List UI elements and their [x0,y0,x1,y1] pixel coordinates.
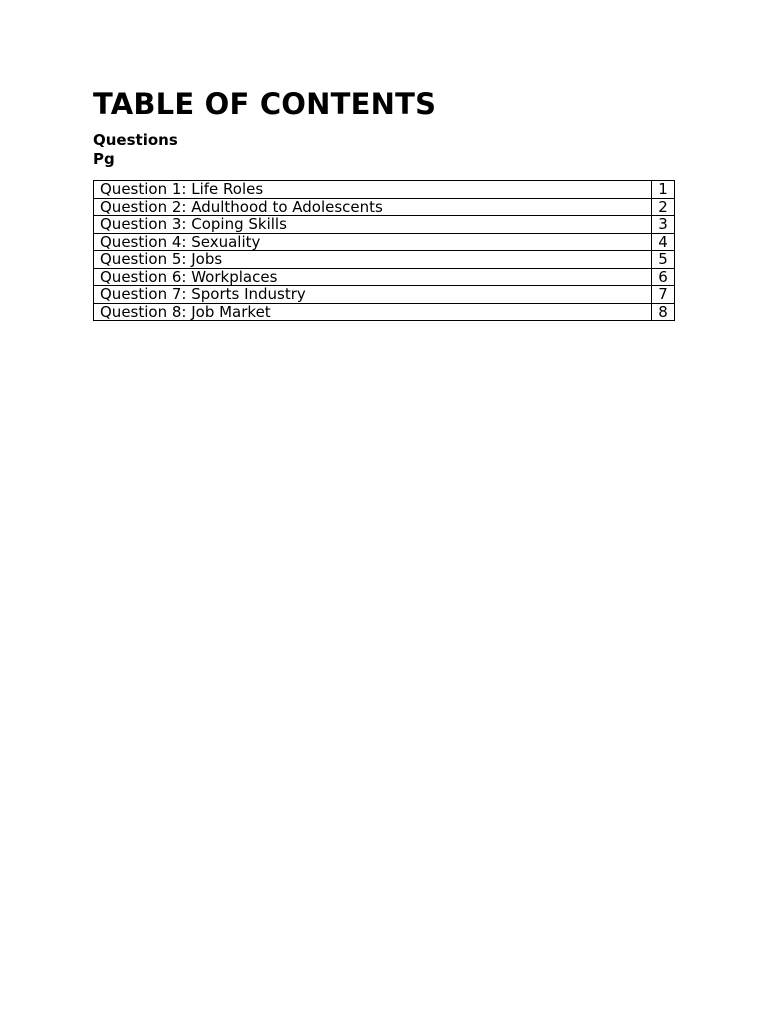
page-number-header: Pg [93,150,115,168]
column-headers [93,131,675,169]
toc-page-cell: 2 [652,198,675,216]
page-title: TABLE OF CONTENTS [93,87,437,121]
toc-question-cell: Question 6: Workplaces [94,268,652,286]
toc-page-cell: 4 [652,233,675,251]
questions-header: Questions [93,131,178,149]
toc-page-cell: 3 [652,216,675,234]
table-row [94,286,675,304]
toc-page-cell: 5 [652,251,675,269]
toc-question-cell: Question 1: Life Roles [94,181,652,199]
toc-page-cell: 6 [652,268,675,286]
toc-page-cell: 8 [652,303,675,321]
table-row [94,268,675,286]
table-row [94,216,675,234]
table-row [94,303,675,321]
table-row [94,251,675,269]
toc-question-cell: Question 8: Job Market [94,303,652,321]
document-page [93,84,675,321]
toc-question-cell: Question 5: Jobs [94,251,652,269]
toc-question-cell: Question 2: Adulthood to Adolescents [94,198,652,216]
toc-page-cell: 7 [652,286,675,304]
toc-question-cell: Question 4: Sexuality [94,233,652,251]
toc-question-cell: Question 3: Coping Skills [94,216,652,234]
table-row [94,181,675,199]
table-row [94,233,675,251]
toc-question-cell: Question 7: Sports Industry [94,286,652,304]
table-row [94,198,675,216]
toc-page-cell: 1 [652,181,675,199]
toc-table [93,180,675,321]
